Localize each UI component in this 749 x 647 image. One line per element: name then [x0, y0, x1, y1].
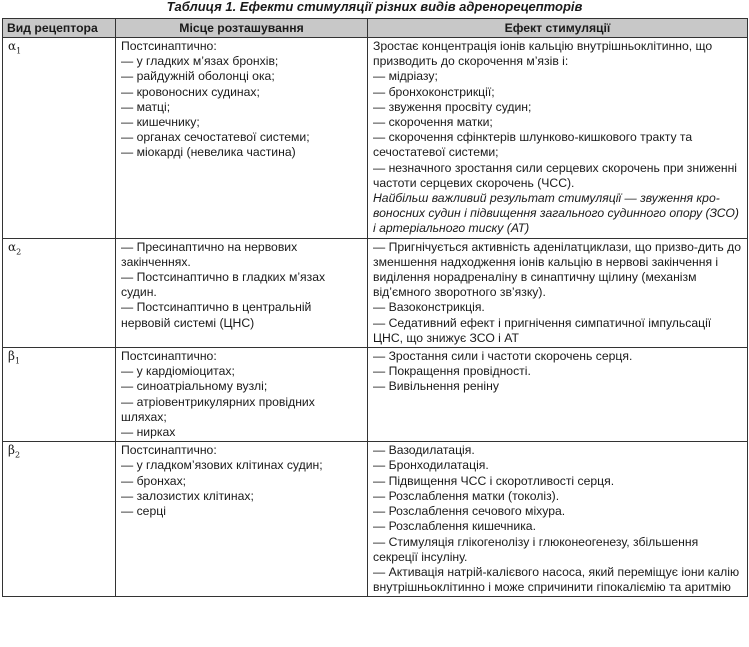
location-line: Постсинаптично: [121, 349, 217, 364]
effect-line: — мідріазу; [373, 69, 438, 84]
location-line: — кишечнику; [121, 115, 200, 130]
location-line: — Пресинаптично на нервових закінченнях. [121, 239, 298, 269]
location-cell [116, 348, 368, 442]
effect-line: — звуження просвіту судин; [373, 99, 532, 114]
location-cell [116, 38, 368, 239]
effect-cell [368, 442, 748, 597]
location-line: — матці; [121, 99, 171, 114]
effect-line: — Седативний ефект і пригнічення симпатичної імпульсації ЦНС, що знижує ЗСО і АТ [373, 315, 712, 345]
location-line: — органах сечостатевої системи; [121, 130, 310, 145]
location-line: — синоатріальному вузлі; [121, 379, 268, 394]
receptor-symbol [8, 39, 22, 56]
effect-line: — бронхоконстрикції; [373, 84, 495, 99]
effect-line: — Стимуляція глікогенолізу і глюконеогенезу, збільшення секреції інсуліну. [373, 534, 699, 564]
receptor-subscript: 1 [16, 46, 22, 56]
receptor-letter: β [8, 349, 15, 364]
table-caption: Таблиця 1. Ефекти стимуляції різних видів адренорецепторів [166, 0, 583, 14]
receptor-subscript: 1 [14, 356, 21, 366]
location-line: — серці [121, 504, 166, 519]
table-row [3, 348, 748, 442]
location-line: Постсинаптично: [121, 39, 217, 53]
receptor-cell [3, 38, 116, 239]
receptor-cell [3, 442, 116, 597]
effect-line: — незначного зростання сили серцевих скорочень при зниженні частоти серцевих скорочень (ЧСС). [373, 160, 738, 190]
effect-line: — скорочення матки; [373, 115, 493, 130]
receptor-cell [3, 238, 116, 347]
location-line: — нирках [121, 425, 176, 440]
effect-line: — Розслаблення матки (токоліз). [373, 488, 560, 503]
table-header-row [3, 19, 748, 38]
effect-line: Найбільш важливий результат стимуляції — звуження кро-воносних судин і підвищення загального судинного опору (ЗСО) і артеріального тиску (АТ) [373, 191, 739, 236]
effect-line: — скорочення сфінктерів шлунково-кишкового тракту та сечостатевої системи; [373, 130, 693, 160]
receptor-letter: β [8, 443, 15, 458]
table-row [3, 238, 748, 347]
receptor-letter: α [8, 239, 17, 254]
effect-line: Зростає концентрація іонів кальцію внутрішньоклітинно, що призводить до скорочення м’язів і: [373, 39, 713, 69]
receptor-symbol [8, 239, 22, 257]
effect-line: — Вазодилатація. [373, 443, 475, 458]
effect-line: — Бронходилатація. [373, 458, 489, 473]
receptor-symbol [8, 443, 21, 460]
effect-line: — Покращення провідності. [373, 364, 531, 379]
location-line: — міокарді (невелика частина) [121, 145, 296, 160]
table-row [3, 38, 748, 239]
location-line: — райдужній оболонці ока; [121, 69, 275, 84]
receptor-subscript: 2 [14, 450, 21, 460]
effect-line: — Підвищення ЧСС і скоротливості серця. [373, 473, 615, 488]
receptor-subscript: 2 [16, 247, 22, 257]
effect-line: — Пригнічується активність аденілатциклази, що призво-дить до зменшення надходження іонів кальцію в нервові закінчення і виділення норадреналіну в синаптичну щілину (механізм від’ємного зворотного зв’язку). [373, 239, 742, 300]
effect-cell [368, 348, 748, 442]
location-line: — у кардіоміоцитах; [121, 364, 235, 379]
location-line: — залозистих клітинах; [121, 488, 254, 503]
location-line: — у гладких м’язах бронхів; [121, 54, 279, 69]
effect-line: — Вивільнення реніну [373, 379, 499, 394]
location-cell [116, 238, 368, 347]
effect-line: — Активація натрій-калієвого насоса, який переміщує іони калію внутрішньоклітинно і може спричинити гіпокаліємію та аритмію [373, 564, 740, 595]
effect-line: — Розслаблення кишечника. [373, 519, 536, 534]
effect-line: — Вазоконстрикція. [373, 300, 485, 315]
effect-line: — Зростання сили і частоти скорочень серця. [373, 349, 633, 364]
receptor-symbol [8, 349, 21, 366]
receptor-table [2, 18, 748, 597]
header-receptor-type: Вид рецептора [3, 19, 116, 38]
header-effect: Ефект стимуляції [368, 19, 748, 38]
location-line: — кровоносних судинах; [121, 84, 260, 99]
location-line: — у гладком’язових клітинах судин; [121, 458, 323, 473]
location-line: Постсинаптично: [121, 443, 217, 458]
location-line: — Постсинаптично в гладких м’язах судин. [121, 270, 326, 300]
effect-cell [368, 238, 748, 347]
effect-line: — Розслаблення сечового міхура. [373, 504, 566, 519]
location-cell [116, 442, 368, 597]
location-line: — Постсинаптично в центральній нервовій системі (ЦНС) [121, 300, 312, 330]
header-location: Місце розташування [116, 19, 368, 38]
receptor-cell [3, 348, 116, 442]
receptor-letter: α [8, 39, 17, 53]
table-row [3, 442, 748, 597]
effect-cell [368, 38, 748, 239]
location-line: — бронхах; [121, 473, 187, 488]
location-line: — атріовентрикулярних провідних шляхах; [121, 394, 315, 424]
